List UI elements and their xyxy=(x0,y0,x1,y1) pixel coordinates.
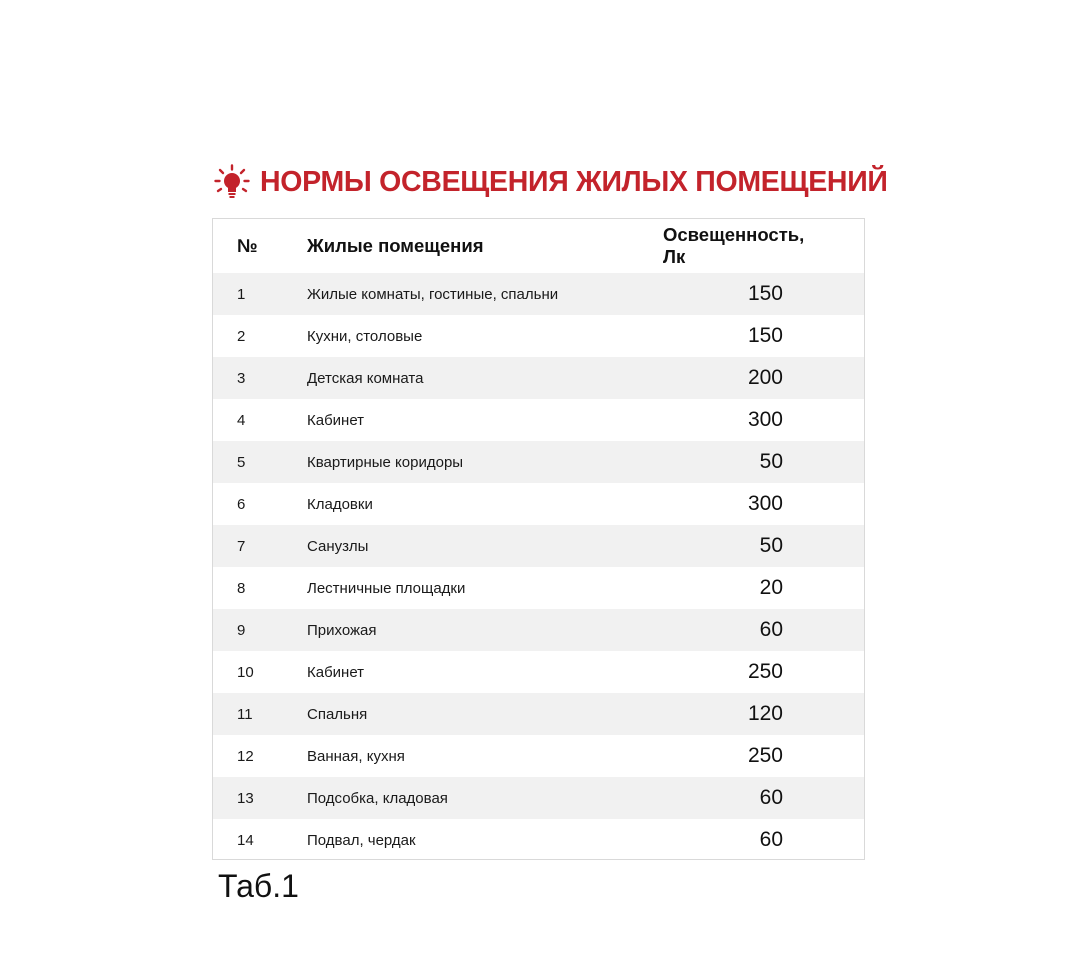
table-row xyxy=(213,693,864,735)
table-header xyxy=(213,219,864,273)
table-row xyxy=(213,357,864,399)
row-number: 9 xyxy=(237,621,246,639)
table-row xyxy=(213,735,864,777)
table-row xyxy=(213,315,864,357)
row-number: 14 xyxy=(237,831,254,849)
row-room: Подсобка, кладовая xyxy=(307,789,448,807)
row-illuminance: 20 xyxy=(759,576,783,599)
table-row xyxy=(213,567,864,609)
table-row xyxy=(213,777,864,819)
table-row xyxy=(213,819,864,861)
row-room: Кладовки xyxy=(307,495,373,513)
row-number: 6 xyxy=(237,495,246,513)
row-illuminance: 150 xyxy=(747,324,783,347)
row-illuminance: 250 xyxy=(747,660,783,683)
row-number: 7 xyxy=(237,537,246,555)
row-room: Кухни, столовые xyxy=(307,327,423,345)
row-number: 3 xyxy=(237,369,246,387)
row-room: Подвал, чердак xyxy=(307,831,416,849)
row-room: Прихожая xyxy=(307,621,377,639)
row-room: Кабинет xyxy=(307,663,365,681)
row-illuminance: 60 xyxy=(759,828,783,851)
table-caption: Таб.1 xyxy=(218,868,299,904)
lightbulb-icon xyxy=(214,164,250,200)
row-illuminance: 50 xyxy=(759,534,783,557)
table-row xyxy=(213,399,864,441)
row-number: 4 xyxy=(237,411,246,429)
table-row xyxy=(213,441,864,483)
row-room: Спальня xyxy=(307,705,368,723)
table-row xyxy=(213,609,864,651)
header-illuminance: Освещенность, Лк xyxy=(663,224,805,267)
row-room: Квартирные коридоры xyxy=(307,453,464,471)
row-illuminance: 150 xyxy=(747,282,783,305)
row-number: 8 xyxy=(237,579,246,597)
header-number: № xyxy=(237,235,258,256)
row-illuminance: 200 xyxy=(747,366,783,389)
row-room: Ванная, кухня xyxy=(307,747,405,765)
row-number: 1 xyxy=(237,285,246,303)
row-number: 2 xyxy=(237,327,246,345)
page-title: НОРМЫ ОСВЕЩЕНИЯ ЖИЛЫХ ПОМЕЩЕНИЙ xyxy=(260,165,888,198)
row-room: Лестничные площадки xyxy=(307,579,466,597)
row-number: 12 xyxy=(237,747,254,765)
row-number: 10 xyxy=(237,663,254,681)
lighting-norms-table xyxy=(212,218,865,860)
row-illuminance: 300 xyxy=(747,492,783,515)
title-row xyxy=(214,158,888,206)
row-illuminance: 60 xyxy=(759,618,783,641)
row-room: Жилые комнаты, гостиные, спальни xyxy=(307,285,559,303)
row-number: 5 xyxy=(237,453,246,471)
row-number: 13 xyxy=(237,789,254,807)
row-illuminance: 50 xyxy=(759,450,783,473)
row-room: Санузлы xyxy=(307,537,369,555)
table-row xyxy=(213,525,864,567)
table-row xyxy=(213,273,864,315)
row-illuminance: 300 xyxy=(747,408,783,431)
header-room: Жилые помещения xyxy=(307,235,484,256)
row-room: Кабинет xyxy=(307,411,365,429)
table-row xyxy=(213,651,864,693)
row-room: Детская комната xyxy=(307,369,424,387)
row-illuminance: 120 xyxy=(747,702,783,725)
row-number: 11 xyxy=(237,705,253,723)
table-row xyxy=(213,483,864,525)
row-illuminance: 250 xyxy=(747,744,783,767)
row-illuminance: 60 xyxy=(759,786,783,809)
